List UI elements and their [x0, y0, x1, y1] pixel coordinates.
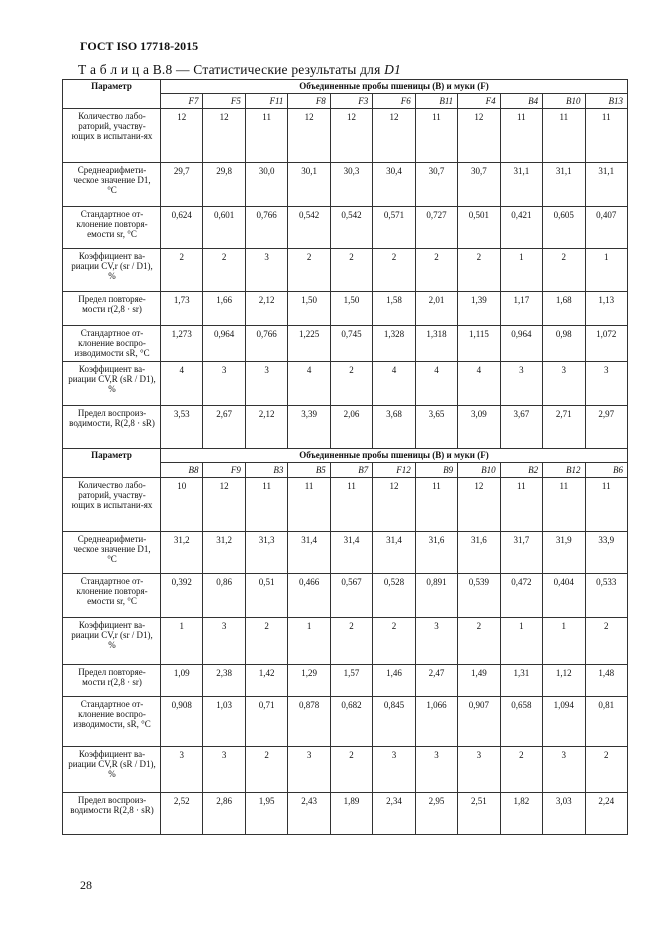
table-cell: 2,34	[373, 793, 415, 835]
table-cell: 0,907	[458, 697, 500, 747]
table-cell: 1,57	[330, 665, 372, 697]
table-row	[63, 793, 628, 835]
table-cell: 31,4	[373, 532, 415, 574]
parameter-label: Стандартное от-клонение воспро-изводимости, sR, °С	[63, 697, 161, 747]
table-cell: 1,115	[458, 326, 500, 362]
sample-header: F7	[161, 94, 203, 109]
table-cell: 1,31	[500, 665, 542, 697]
table-cell: 1	[500, 249, 542, 292]
sample-header: B2	[500, 463, 542, 478]
parameter-label: Коэффициент ва-риации CV,r (sr / D1), %	[63, 249, 161, 292]
table-cell: 1	[288, 618, 330, 665]
table-cell: 0,766	[245, 207, 287, 249]
table-cell: 4	[458, 362, 500, 406]
table-cell: 3,67	[500, 406, 542, 449]
table-cell: 31,4	[330, 532, 372, 574]
parameter-label: Предел повторяе-мости r(2,8 · sr)	[63, 665, 161, 697]
sample-header: B4	[500, 94, 542, 109]
table-cell: 0,658	[500, 697, 542, 747]
table-cell: 3	[373, 747, 415, 793]
table-cell: 31,1	[585, 163, 627, 207]
table-cell: 3	[543, 362, 585, 406]
table-cell: 2,86	[203, 793, 245, 835]
caption-text: Т а б л и ц а В.8 — Статистические результаты для	[78, 62, 385, 77]
parameter-label: Среднеарифмети-ческое значение D1, °С	[63, 163, 161, 207]
table-cell: 2	[373, 618, 415, 665]
table-cell: 1,03	[203, 697, 245, 747]
table-cell: 3	[203, 618, 245, 665]
table-row	[63, 665, 628, 697]
table-row	[63, 747, 628, 793]
table-cell: 0,964	[500, 326, 542, 362]
table-cell: 1,094	[543, 697, 585, 747]
table-cell: 1,273	[161, 326, 203, 362]
table-cell: 0,51	[245, 574, 287, 618]
table-cell: 2,97	[585, 406, 627, 449]
parameter-label: Коэффициент ва-риации CV,R (sR / D1), %	[63, 362, 161, 406]
sample-header: B7	[330, 463, 372, 478]
parameter-label: Коэффициент ва-риации CV,R (sR / D1), %	[63, 747, 161, 793]
table-row	[63, 697, 628, 747]
table-cell: 0,404	[543, 574, 585, 618]
table-cell: 1,225	[288, 326, 330, 362]
table-cell: 29,8	[203, 163, 245, 207]
table-cell: 31,2	[161, 532, 203, 574]
table-cell: 1,49	[458, 665, 500, 697]
caption-symbol: D1	[384, 62, 401, 77]
table-row	[63, 618, 628, 665]
table-cell: 0,878	[288, 697, 330, 747]
table-cell: 2,38	[203, 665, 245, 697]
table-cell: 0,542	[288, 207, 330, 249]
table-cell: 3,03	[543, 793, 585, 835]
sample-header: B8	[161, 463, 203, 478]
table-cell: 3	[415, 618, 457, 665]
sample-header: B3	[245, 463, 287, 478]
table-cell: 0,605	[543, 207, 585, 249]
table-cell: 1,29	[288, 665, 330, 697]
table-cell: 1,58	[373, 292, 415, 326]
table-cell: 2,12	[245, 292, 287, 326]
sample-header: B13	[585, 94, 627, 109]
table-cell: 11	[415, 109, 457, 163]
table-cell: 1,48	[585, 665, 627, 697]
table-cell: 1,50	[330, 292, 372, 326]
table-row	[63, 406, 628, 449]
table-cell: 12	[203, 478, 245, 532]
table-cell: 0,421	[500, 207, 542, 249]
sample-header: F4	[458, 94, 500, 109]
sample-header: B10	[458, 463, 500, 478]
table-cell: 2	[288, 249, 330, 292]
table-cell: 31,6	[415, 532, 457, 574]
table-cell: 11	[245, 109, 287, 163]
table-cell: 1,73	[161, 292, 203, 326]
sample-header: B12	[543, 463, 585, 478]
table-cell: 2,51	[458, 793, 500, 835]
table-section	[63, 80, 628, 449]
table-cell: 3	[203, 362, 245, 406]
group-header-row	[63, 449, 628, 463]
table-cell: 31,1	[543, 163, 585, 207]
table-cell: 29,7	[161, 163, 203, 207]
table-cell: 4	[415, 362, 457, 406]
table-cell: 0,845	[373, 697, 415, 747]
table-cell: 12	[330, 109, 372, 163]
sample-header: F11	[245, 94, 287, 109]
table-cell: 1,066	[415, 697, 457, 747]
table-cell: 11	[415, 478, 457, 532]
table-row	[63, 292, 628, 326]
table-cell: 2,06	[330, 406, 372, 449]
group-header: Объединенные пробы пшеницы (В) и муки (F)	[161, 80, 628, 94]
table-cell: 31,1	[500, 163, 542, 207]
table-cell: 4	[288, 362, 330, 406]
table-row	[63, 532, 628, 574]
table-cell: 31,6	[458, 532, 500, 574]
table-cell: 1,66	[203, 292, 245, 326]
table-cell: 3	[500, 362, 542, 406]
table-cell: 1,82	[500, 793, 542, 835]
sample-header: B11	[415, 94, 457, 109]
table-cell: 2,47	[415, 665, 457, 697]
table-cell: 0,964	[203, 326, 245, 362]
table-cell: 3	[245, 249, 287, 292]
group-header: Объединенные пробы пшеницы (В) и муки (F)	[161, 449, 628, 463]
table-cell: 2	[245, 747, 287, 793]
table-cell: 30,7	[458, 163, 500, 207]
table-row	[63, 326, 628, 362]
table-cell: 31,7	[500, 532, 542, 574]
table-cell: 11	[543, 478, 585, 532]
table-cell: 1	[585, 249, 627, 292]
table-cell: 11	[585, 109, 627, 163]
table-cell: 3	[161, 747, 203, 793]
sample-header: B5	[288, 463, 330, 478]
table-cell: 2	[203, 249, 245, 292]
table-cell: 0,472	[500, 574, 542, 618]
table-cell: 0,727	[415, 207, 457, 249]
table-cell: 0,501	[458, 207, 500, 249]
table-cell: 0,81	[585, 697, 627, 747]
table-cell: 0,567	[330, 574, 372, 618]
table-cell: 3,53	[161, 406, 203, 449]
table-cell: 0,542	[330, 207, 372, 249]
table-cell: 30,3	[330, 163, 372, 207]
table-cell: 3	[543, 747, 585, 793]
table-cell: 2	[500, 747, 542, 793]
table-cell: 3,09	[458, 406, 500, 449]
table-cell: 2	[585, 747, 627, 793]
table-cell: 0,539	[458, 574, 500, 618]
table-row	[63, 109, 628, 163]
table-cell: 11	[330, 478, 372, 532]
table-section	[63, 449, 628, 835]
table-cell: 2,12	[245, 406, 287, 449]
table-cell: 1,46	[373, 665, 415, 697]
parameter-label: Количество лабо-раторий, участву-ющих в испытани-ях	[63, 478, 161, 532]
table-cell: 3	[415, 747, 457, 793]
page-number: 28	[80, 878, 92, 892]
table-cell: 0,98	[543, 326, 585, 362]
table-cell: 4	[373, 362, 415, 406]
table-cell: 0,571	[373, 207, 415, 249]
table-cell: 11	[288, 478, 330, 532]
table-cell: 0,766	[245, 326, 287, 362]
table-row	[63, 249, 628, 292]
table-cell: 0,533	[585, 574, 627, 618]
parameter-label: Среднеарифмети-ческое значение D1, °С	[63, 532, 161, 574]
table-cell: 2	[330, 747, 372, 793]
table-cell: 11	[245, 478, 287, 532]
table-cell: 12	[458, 478, 500, 532]
sample-header: F9	[203, 463, 245, 478]
table-cell: 2	[458, 618, 500, 665]
table-cell: 0,908	[161, 697, 203, 747]
sample-header: B9	[415, 463, 457, 478]
table-cell: 1,318	[415, 326, 457, 362]
sample-header: F6	[373, 94, 415, 109]
statistics-table	[62, 79, 628, 835]
table-cell: 11	[585, 478, 627, 532]
table-cell: 12	[373, 478, 415, 532]
table-cell: 31,9	[543, 532, 585, 574]
table-cell: 0,624	[161, 207, 203, 249]
table-cell: 2,95	[415, 793, 457, 835]
parameter-label: Стандартное от-клонение повторя-емости sr, °С	[63, 574, 161, 618]
document-code: ГОСТ ISO 17718-2015	[80, 39, 199, 53]
table-cell: 12	[373, 109, 415, 163]
table-cell: 3	[585, 362, 627, 406]
table-cell: 12	[458, 109, 500, 163]
table-cell: 1,328	[373, 326, 415, 362]
table-cell: 1	[543, 618, 585, 665]
table-cell: 2	[245, 618, 287, 665]
parameter-label: Коэффициент ва-риации CV,r (sr / D1), %	[63, 618, 161, 665]
sample-header: B6	[585, 463, 627, 478]
sample-header: F12	[373, 463, 415, 478]
table-cell: 12	[161, 109, 203, 163]
table-cell: 0,86	[203, 574, 245, 618]
table-cell: 0,682	[330, 697, 372, 747]
table-cell: 0,745	[330, 326, 372, 362]
table-cell: 10	[161, 478, 203, 532]
table-cell: 2	[330, 618, 372, 665]
table-cell: 3	[245, 362, 287, 406]
table-cell: 3	[458, 747, 500, 793]
parameter-label: Стандартное от-клонение повторя-емости sr, °С	[63, 207, 161, 249]
table-cell: 3	[203, 747, 245, 793]
table-cell: 0,466	[288, 574, 330, 618]
table-cell: 2,43	[288, 793, 330, 835]
table-cell: 2,24	[585, 793, 627, 835]
table-cell: 2,71	[543, 406, 585, 449]
table-cell: 1,50	[288, 292, 330, 326]
table-row	[63, 362, 628, 406]
table-cell: 2	[330, 249, 372, 292]
sample-header: F8	[288, 94, 330, 109]
table-cell: 0,891	[415, 574, 457, 618]
table-cell: 0,601	[203, 207, 245, 249]
table-cell: 1	[161, 618, 203, 665]
table-cell: 1,13	[585, 292, 627, 326]
table-cell: 0,407	[585, 207, 627, 249]
sample-header: F3	[330, 94, 372, 109]
param-header: Параметр	[63, 80, 161, 109]
table-cell: 1,89	[330, 793, 372, 835]
table-cell: 3,65	[415, 406, 457, 449]
table-cell: 2	[330, 362, 372, 406]
parameter-label: Предел воспроиз-водимости, R(2,8 · sR)	[63, 406, 161, 449]
table-cell: 2	[543, 249, 585, 292]
sample-header: F5	[203, 94, 245, 109]
table-cell: 30,4	[373, 163, 415, 207]
sample-header: B10	[543, 94, 585, 109]
table-cell: 3,68	[373, 406, 415, 449]
table-cell: 33,9	[585, 532, 627, 574]
table-cell: 2	[161, 249, 203, 292]
table-cell: 1	[500, 618, 542, 665]
table-cell: 1,95	[245, 793, 287, 835]
table-cell: 2	[585, 618, 627, 665]
table-cell: 31,3	[245, 532, 287, 574]
table-cell: 1,12	[543, 665, 585, 697]
table-cell: 1,39	[458, 292, 500, 326]
table-row	[63, 478, 628, 532]
table-cell: 2	[458, 249, 500, 292]
table-cell: 2	[373, 249, 415, 292]
group-header-row	[63, 80, 628, 94]
table-cell: 3,39	[288, 406, 330, 449]
table-cell: 1,09	[161, 665, 203, 697]
table-cell: 30,0	[245, 163, 287, 207]
table-cell: 11	[500, 478, 542, 532]
table-cell: 31,4	[288, 532, 330, 574]
parameter-label: Предел повторяе-мости r(2,8 · sr)	[63, 292, 161, 326]
table-row	[63, 207, 628, 249]
parameter-label: Предел воспроиз-водимости R(2,8 · sR)	[63, 793, 161, 835]
table-cell: 1,17	[500, 292, 542, 326]
table-cell: 30,7	[415, 163, 457, 207]
table-cell: 1,68	[543, 292, 585, 326]
table-cell: 0,392	[161, 574, 203, 618]
table-cell: 3	[288, 747, 330, 793]
table-cell: 2,67	[203, 406, 245, 449]
table-cell: 2,01	[415, 292, 457, 326]
table-cell: 11	[543, 109, 585, 163]
table-row	[63, 163, 628, 207]
table-caption	[78, 62, 401, 78]
table-cell: 4	[161, 362, 203, 406]
table-cell: 31,2	[203, 532, 245, 574]
table-cell: 12	[203, 109, 245, 163]
table-cell: 1,42	[245, 665, 287, 697]
table-cell: 0,71	[245, 697, 287, 747]
table-cell: 30,1	[288, 163, 330, 207]
parameter-label: Стандартное от-клонение воспро-изводимости sR, °С	[63, 326, 161, 362]
table-cell: 0,528	[373, 574, 415, 618]
param-header: Параметр	[63, 449, 161, 478]
table-cell: 12	[288, 109, 330, 163]
parameter-label: Количество лабо-раторий, участву-ющих в испытани-ях	[63, 109, 161, 163]
table-cell: 11	[500, 109, 542, 163]
table-cell: 2	[415, 249, 457, 292]
table-row	[63, 574, 628, 618]
table-cell: 1,072	[585, 326, 627, 362]
table-cell: 2,52	[161, 793, 203, 835]
